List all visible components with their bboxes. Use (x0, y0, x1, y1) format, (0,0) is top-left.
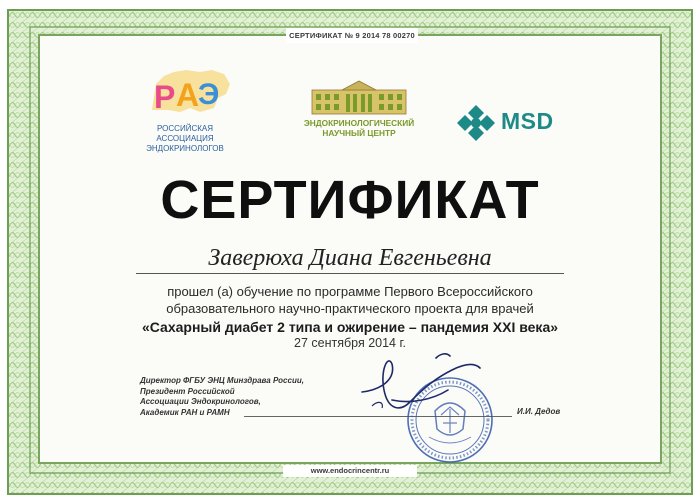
enc-logo-text (296, 118, 422, 138)
body-line-2: образовательного научно-практического проекта для врачей (166, 301, 534, 316)
body-line-1: прошел (а) обучение по программе Первого Всероссийского (167, 284, 533, 299)
certificate-number: СЕРТИФИКАТ № 9 2014 78 00270 (286, 28, 418, 43)
rae-logo-text (130, 124, 240, 154)
handwritten-signature (340, 350, 510, 460)
enc-line-2: НАУЧНЫЙ ЦЕНТР (322, 128, 396, 138)
name-underline (136, 273, 564, 274)
svg-text:Р: Р (154, 79, 176, 115)
svg-text:А: А (176, 77, 200, 113)
program-title: «Сахарный диабет 2 типа и ожирение – пандемия XXI века» (141, 319, 559, 335)
signatory-line-1: Директор ФГБУ ЭНЦ Минздрава России, (140, 376, 304, 385)
website-url[interactable]: www.endocrincentr.ru (283, 465, 417, 477)
signatory-line-4: Академик РАН и РАМН (140, 407, 230, 417)
enc-logo (296, 80, 422, 145)
recipient-name: Заверюха Диана Евгеньевна (208, 245, 492, 271)
msd-emblem-icon (455, 105, 497, 141)
msd-logo (455, 105, 575, 145)
certificate-date: 27 сентября 2014 г. (294, 336, 406, 350)
certificate-title: СЕРТИФИКАТ (160, 170, 540, 230)
enc-line-1: ЭНДОКРИНОЛОГИЧЕСКИЙ (303, 118, 415, 128)
signatory-line-3: Ассоциации Эндокринологов, (140, 397, 261, 406)
svg-text:Э: Э (198, 78, 220, 111)
msd-logo-text: MSD (501, 108, 554, 134)
signatory-title (140, 376, 370, 418)
rae-line-2: ЭНДОКРИНОЛОГОВ (146, 144, 224, 153)
rae-logo-icon (130, 62, 240, 122)
rae-line-1: РОССИЙСКАЯ АССОЦИАЦИЯ (156, 124, 214, 143)
rae-logo (130, 62, 240, 152)
signatory-line-2: Президент Российской (140, 386, 235, 396)
building-icon (296, 80, 422, 116)
signatory-name: И.И. Дедов (517, 407, 561, 416)
